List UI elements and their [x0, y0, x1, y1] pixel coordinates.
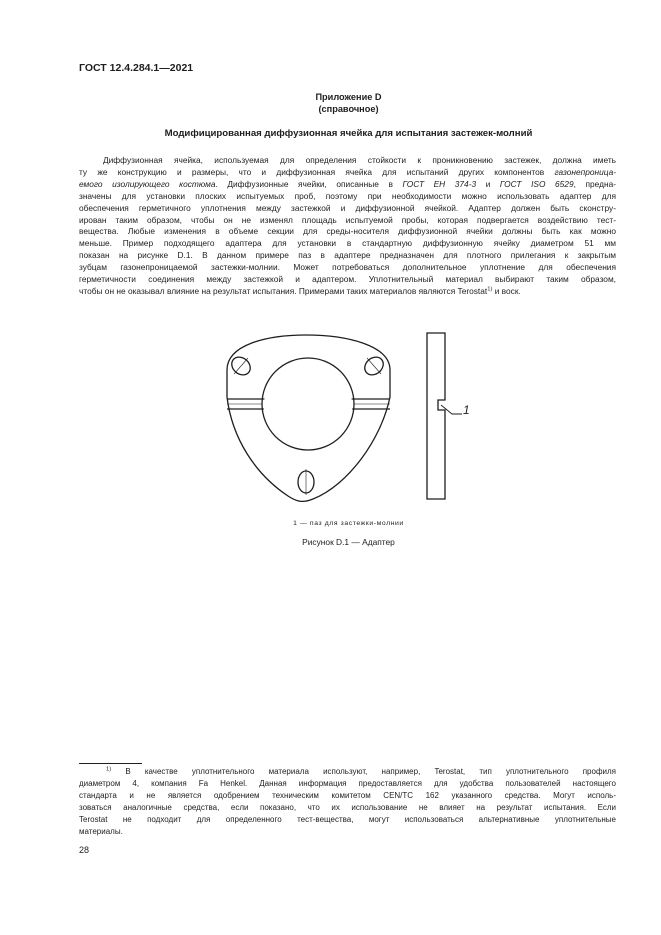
footnote-text: В качестве уплотнительного материала используют, например, Terostat, тип уплотнительного профиля [111, 767, 616, 776]
footnote-reference[interactable]: 1) [487, 286, 493, 293]
adapter-side-view [427, 333, 462, 499]
body-line: значены для установки плоских испытуемых проб, поэтому при необходимости можно использовать адаптер для [79, 190, 616, 201]
side-profile [427, 333, 445, 499]
section-title: Модифицированная диффузионная ячейка для испытания застежек-молний [164, 128, 533, 139]
footnote-line: зоваться аналогичные средства, если показано, что их использование не влияет на результат испытания. Если [79, 803, 616, 813]
body-text: и [476, 178, 500, 189]
body-line: ирован таким образом, чтобы он не изменял площадь испытуемой пробы, которая подвергается воздействию тест- [79, 214, 616, 225]
body-text: и воск. [492, 285, 521, 296]
footnote-line: Terostat не подходит для определенного тест-вещества, могут использоваться альтернативные уплотнительные [79, 815, 616, 825]
footnote-separator [79, 763, 142, 764]
body-text: , предна- [573, 178, 616, 189]
figure-legend: 1 — паз для застежки-молнии [293, 520, 404, 527]
standard-reference: ГОСТ ISO 6529 [499, 178, 574, 189]
body-line: вещества. Любые изменения в объеме секции для среды-носителя диффузионной ячейки должны быть как можно [79, 226, 616, 237]
standard-reference: ГОСТ ЕН 374-3 [402, 178, 477, 189]
body-line: герметичности соединения между застежкой и адаптером. Уплотнительный материал выбирают таким образом, [79, 274, 616, 285]
body-line: показан на рисунке D.1. В данном примере паз в адаптере предназначен для плотного прилегания к закрытым [79, 250, 616, 261]
body-italic-term: емого изолирующего костюма [79, 178, 216, 189]
footnote-line: материалы. [79, 827, 123, 837]
document-id-header: ГОСТ 12.4.284.1—2021 [79, 62, 194, 74]
body-line: меньше. Пример подходящего адаптера для установки в стандартную диффузионную ячейку диаметром 51 мм [79, 238, 616, 249]
body-text: . Диффузионные ячейки, описанные в [215, 178, 403, 189]
footnote-line [79, 766, 616, 778]
hole-centerline [367, 358, 381, 374]
footnote-line: стандарта и не является одобрением техническим комитетом CEN/TC 162 указанного средства. Могут исполь- [79, 791, 616, 801]
body-line: Диффузионная ячейка, используемая для определения стойкости к проникновению застежек, должна иметь [103, 155, 616, 165]
center-opening [262, 358, 354, 450]
hole-centerline [234, 358, 248, 374]
adapter-front-view [227, 335, 390, 501]
body-text: чтобы он не оказывал влияние на результат испытания. Примерами таких материалов являются Terostat [79, 285, 488, 296]
annex-title: Приложение D [315, 92, 382, 102]
footnote-line: диаметром 4, компания Fa Henkel. Данная информация предоставляется для удобства пользователей настоящего [79, 779, 616, 789]
adapter-outline [227, 335, 390, 501]
body-line: обеспечения герметичного уплотнения между застежкой и диффузионной ячейкой. Адаптер должен быть сконстру- [79, 202, 616, 213]
body-text: ту же конструкцию и размеры, что и диффузионная ячейка для испытаний других компонентов [79, 166, 555, 177]
page-number: 28 [79, 845, 90, 855]
annex-subtitle: (справочное) [318, 104, 379, 114]
footnote [79, 766, 616, 839]
footnote-mark: 1) [106, 766, 112, 773]
body-italic-term: газонепроница- [554, 166, 616, 177]
callout-label-1: 1 [463, 403, 470, 417]
figure-caption: Рисунок D.1 — Адаптер [302, 537, 395, 547]
body-line: зубцам газонепроницаемой застежки-молнии. Может потребоваться дополнительное уплотнение для обеспечения [79, 262, 616, 273]
